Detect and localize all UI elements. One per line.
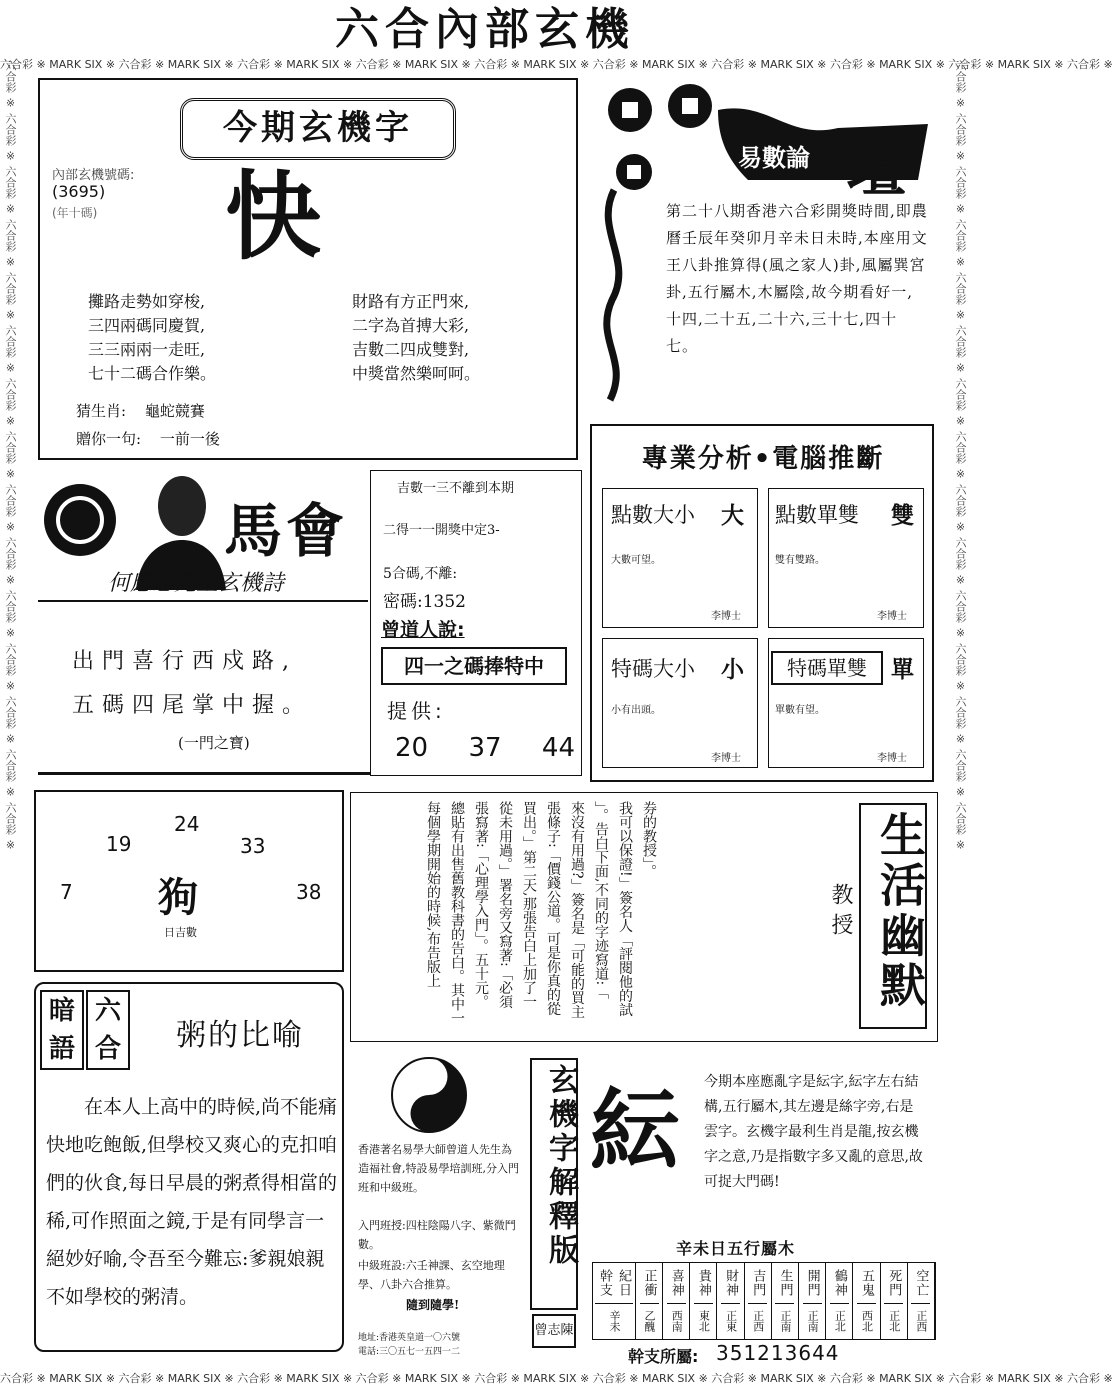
master-intro: 香港著名易學大師曾道人先生為造福社會,特設易學培訓班,分入門班和中級班。 (358, 1143, 519, 1194)
emblem-icon (40, 480, 120, 560)
page-title: 六合內部玄機 (335, 4, 635, 55)
jiedu-stamp: 曾志陳 (532, 1314, 576, 1348)
almanac-header: 喜神 (667, 1263, 686, 1304)
card-sign: 李博士 (711, 753, 741, 764)
almanac-value: 正東 (724, 1310, 738, 1332)
taiji-icon (390, 1056, 468, 1134)
poem-line: 二字為首搏大彩, (352, 316, 470, 335)
analysis-card (602, 638, 758, 768)
jiedu-char: 紜 (590, 1078, 680, 1184)
card-note: 單數有望。 (775, 705, 825, 716)
almanac-value: 正北 (887, 1310, 901, 1332)
humor-column: 買出。」第二天,那張告白上加了一 (521, 801, 537, 1009)
humor-column: 我可以保證!」簽名人「評閱他的試 (617, 801, 633, 1017)
lucky-number: 7 (60, 880, 73, 904)
lucky-number: 19 (106, 832, 132, 856)
snake-icon (594, 190, 634, 400)
jiedu-body: 今期本座應亂字是紜字,紜字左右結構,五行屬木,其左邊是絲字旁,右是雲字。玄機字最利生肖是龍,按玄機字之意,乃是指數字多又亂的意思,故可捉大門碼! (704, 1074, 923, 1190)
gift-value: 一前一後 (159, 430, 220, 448)
anyu-title: 粥的比喻 (176, 1018, 304, 1053)
card-note: 小有出頭。 (611, 705, 661, 716)
almanac-table (592, 1262, 936, 1340)
lucky-panel (34, 790, 344, 972)
card-label: 點數大小 (611, 503, 695, 527)
almanac-value: 辛未 (607, 1310, 621, 1332)
card-value: 小 (721, 657, 744, 683)
card-sign: 李博士 (711, 611, 741, 622)
almanac-header: 鶴神 (830, 1263, 849, 1304)
big-char: 快 (225, 160, 321, 273)
master-address: 地址:香港英皇道一〇六號 (358, 1333, 461, 1343)
poem-line: 中獎當然樂呵呵。 (352, 364, 481, 383)
left-strip: 六合彩 ※ 六合彩 ※ 六合彩 ※ 六合彩 ※ 六合彩 ※ 六合彩 ※ 六合彩 ※ 六合彩 ※ 六合彩 ※ 六合彩 ※ 六合彩 ※ 六合彩 ※ 六合彩 ※ 六合彩 ※ 六合彩 ※ (4, 60, 17, 852)
almanac-column (908, 1263, 935, 1339)
yishu-title-big: 壇 (846, 135, 906, 205)
poem-line: 攤路走勢如穿梭, (88, 292, 206, 311)
almanac-header: 生門 (775, 1263, 794, 1304)
almanac-header: 死門 (884, 1263, 903, 1304)
humor-column: 總貼有出售舊教科書的告白。其中一 (449, 801, 465, 1025)
almanac-column (636, 1263, 663, 1339)
code-value: (3695) (52, 182, 106, 201)
master-welcome: 隨到隨學! (406, 1298, 460, 1312)
lucky-number: 24 (174, 812, 200, 836)
middle-line2: 二得一一開獎中定3- (383, 523, 500, 538)
yishu-title: 易數論 (738, 144, 810, 172)
ganzhi-value: 351213644 (716, 1341, 840, 1365)
almanac-column (745, 1263, 772, 1339)
humor-subtitle: 教授 (828, 883, 853, 943)
poem-line: 財路有方正門來, (352, 292, 470, 311)
card-label: 特碼大小 (611, 657, 695, 681)
humor-column: 每個學期開始的時候,布告版上 (425, 801, 441, 988)
card-note: 雙有雙路。 (775, 555, 825, 566)
almanac-header: 正衝 (640, 1263, 659, 1304)
ganzhi-label: 幹支所屬: (628, 1347, 699, 1366)
poem-line: 七十二碼合作樂。 (88, 364, 217, 383)
yishu-body: 第二十八期香港六合彩開獎時間,即農曆壬辰年癸卯月辛未日未時,本座用文王八卦推算得(風之家人)卦,風屬巽宮卦,五行屬木,木屬陰,故今期看好一,十四,二十五,二十六,三十七,四十七。 (666, 202, 928, 355)
master-panel (352, 1046, 524, 1358)
analysis-panel (590, 424, 934, 782)
number: 37 (468, 733, 502, 763)
almanac-value: 東北 (697, 1310, 711, 1332)
almanac-value: 正西 (914, 1310, 928, 1332)
card-label: 點數單雙 (775, 503, 859, 527)
middle-panel (370, 470, 582, 776)
card-value: 大 (721, 503, 744, 529)
humor-column: 從未用過。」署名旁又寫著:「必須 (497, 801, 513, 1009)
middle-heading: 曾道人說: (381, 619, 465, 641)
guess-row (76, 400, 205, 421)
middle-line3: 5合碼,不離: (383, 566, 458, 582)
almanac-value: 正南 (778, 1310, 792, 1332)
almanac-value: 西南 (670, 1310, 684, 1332)
almanac-value: 西北 (860, 1310, 874, 1332)
mahui-subtitle: 何應忠先生玄機詩 (108, 571, 285, 596)
almanac-column (717, 1263, 744, 1339)
mahui-poem-1: 出門喜行西戍路, (72, 649, 297, 674)
analysis-card (768, 638, 924, 768)
humor-column: 」。告白下面,不同的字迹寫道:「 (593, 801, 609, 1000)
anyu-tag2: 六合 (86, 990, 130, 1070)
yishu-panel (588, 80, 940, 410)
lucky-number: 33 (240, 834, 266, 858)
mahui-poem-2: 五碼四尾掌中握。 (72, 693, 313, 718)
master-class2: 中級班設:六壬神課、玄空地理學、八卦六合推算。 (358, 1259, 505, 1291)
mahui-panel (38, 470, 368, 776)
poem-line: 三三兩兩一走旺, (88, 340, 206, 359)
almanac-column (826, 1263, 853, 1339)
right-strip: 六合彩 ※ 六合彩 ※ 六合彩 ※ 六合彩 ※ 六合彩 ※ 六合彩 ※ 六合彩 ※ 六合彩 ※ 六合彩 ※ 六合彩 ※ 六合彩 ※ 六合彩 ※ 六合彩 ※ 六合彩 ※ 六合彩 ※ (954, 60, 967, 852)
analysis-card (602, 488, 758, 628)
card-value: 單 (891, 657, 914, 683)
humor-panel (350, 792, 938, 1042)
analysis-card (768, 488, 924, 628)
almanac-header: 貴神 (694, 1263, 713, 1304)
xuanji-heading: 今期玄機字 (180, 98, 456, 160)
lucky-number: 38 (296, 880, 322, 904)
almanac-value: 正南 (806, 1310, 820, 1332)
anyu-body: 在本人上高中的時候,尚不能痛快地吃飽飯,但學校又爽心的克扣咱們的伙食,每日早晨的粥煮得相當的稀,可作照面之鏡,于是有同學言一絕妙好喻,令吾至今難忘:爹親娘親不如學校的粥清。 (46, 1096, 338, 1308)
almanac-header: 開門 (803, 1263, 822, 1304)
code-label: 內部玄機號碼: (52, 168, 135, 183)
almanac-header: 財神 (721, 1263, 740, 1304)
analysis-heading: 專業分析•電腦推斷 (641, 444, 885, 474)
almanac-header: 幹支 (596, 1269, 612, 1297)
lucky-zodiac: 狗 (158, 874, 198, 921)
almanac-value: 正北 (833, 1310, 847, 1332)
number: 44 (541, 733, 575, 763)
almanac-column (881, 1263, 908, 1339)
poem-line: 三四兩碼同慶賀, (88, 316, 206, 335)
card-sign: 李博士 (877, 611, 907, 622)
middle-numbers (395, 733, 575, 763)
bottom-strip: 六合彩 ※ MARK SIX ※ 六合彩 ※ MARK SIX ※ 六合彩 ※ MARK SIX ※ 六合彩 ※ MARK SIX ※ 六合彩 ※ MARK SIX ※ 六合彩 ※ MARK SIX ※ 六合彩 ※ MARK SIX ※ 六合彩 ※ MARK SIX ※ 六合彩 ※ MARK SIX ※ 六合彩 ※ (0, 1372, 1113, 1385)
jiedu-panel (584, 1062, 936, 1232)
middle-line1: 吉數一三不離到本期 (397, 481, 515, 496)
almanac-column (799, 1263, 826, 1339)
middle-provide: 提供: (387, 699, 446, 723)
code-sub: (年十碼) (52, 206, 98, 220)
almanac-header: 紀日 (615, 1269, 631, 1297)
poem-left (88, 290, 216, 386)
almanac-column (772, 1263, 799, 1339)
lucky-caption: 日吉數 (164, 926, 197, 939)
master-class1: 入門班授:四柱陰陽八字、紫微鬥數。 (358, 1219, 516, 1251)
jiedu-vertical-title: 玄機字解釋版 (543, 1064, 578, 1268)
card-note: 大數可望。 (611, 555, 661, 566)
master-phone: 電話:三〇五七一五四一二 (358, 1347, 461, 1357)
almanac-header: 五鬼 (857, 1263, 876, 1304)
card-sign: 李博士 (877, 753, 907, 764)
humor-column: 來沒有用過?」簽名是「可能的買主 (569, 801, 585, 1019)
almanac-column (690, 1263, 717, 1339)
anyu-tag1: 暗語 (40, 990, 84, 1070)
almanac-column (593, 1263, 636, 1339)
almanac-column (853, 1263, 880, 1339)
humor-column: 張寫著:「心理學入門」。五十元。 (473, 801, 489, 1009)
gift-label: 贈你一句: (76, 430, 142, 448)
humor-title: 生活幽默 (873, 811, 927, 1011)
almanac-value: 正西 (751, 1310, 765, 1332)
top-strip: 六合彩 ※ MARK SIX ※ 六合彩 ※ MARK SIX ※ 六合彩 ※ MARK SIX ※ 六合彩 ※ MARK SIX ※ 六合彩 ※ MARK SIX ※ 六合彩 ※ MARK SIX ※ 六合彩 ※ MARK SIX ※ 六合彩 ※ MARK SIX ※ 六合彩 ※ MARK SIX ※ 六合彩 ※ (0, 58, 1113, 71)
xuanji-panel (38, 78, 578, 460)
anyu-panel (34, 982, 344, 1352)
card-value: 雙 (891, 503, 914, 529)
number: 20 (395, 733, 429, 763)
humor-column: 張條子:「價錢公道。可是你真的從 (545, 801, 561, 1016)
guess-label: 猜生肖: (76, 402, 127, 420)
almanac-header: 空亡 (911, 1263, 930, 1304)
mahui-name: 馬會 (224, 497, 349, 565)
card-label: 特碼單雙 (771, 651, 883, 685)
humor-column: 券的教授」。 (641, 801, 657, 878)
poem-right (352, 290, 480, 386)
middle-line4: 密碼:1352 (383, 592, 466, 612)
middle-tip: 四一之碼捧特中 (381, 647, 567, 685)
almanac-value: 乙醜 (643, 1310, 656, 1332)
almanac-column (663, 1263, 690, 1339)
mahui-note: (一門之寶) (178, 734, 250, 752)
humor-body (421, 801, 661, 1033)
almanac-header (595, 1263, 633, 1304)
poem-line: 吉數二四成雙對, (352, 340, 470, 359)
gift-row (76, 428, 220, 449)
table-title: 辛未日五行屬木 (676, 1239, 796, 1258)
guess-value: 龜蛇競賽 (144, 402, 205, 420)
almanac-header: 吉門 (748, 1263, 767, 1304)
